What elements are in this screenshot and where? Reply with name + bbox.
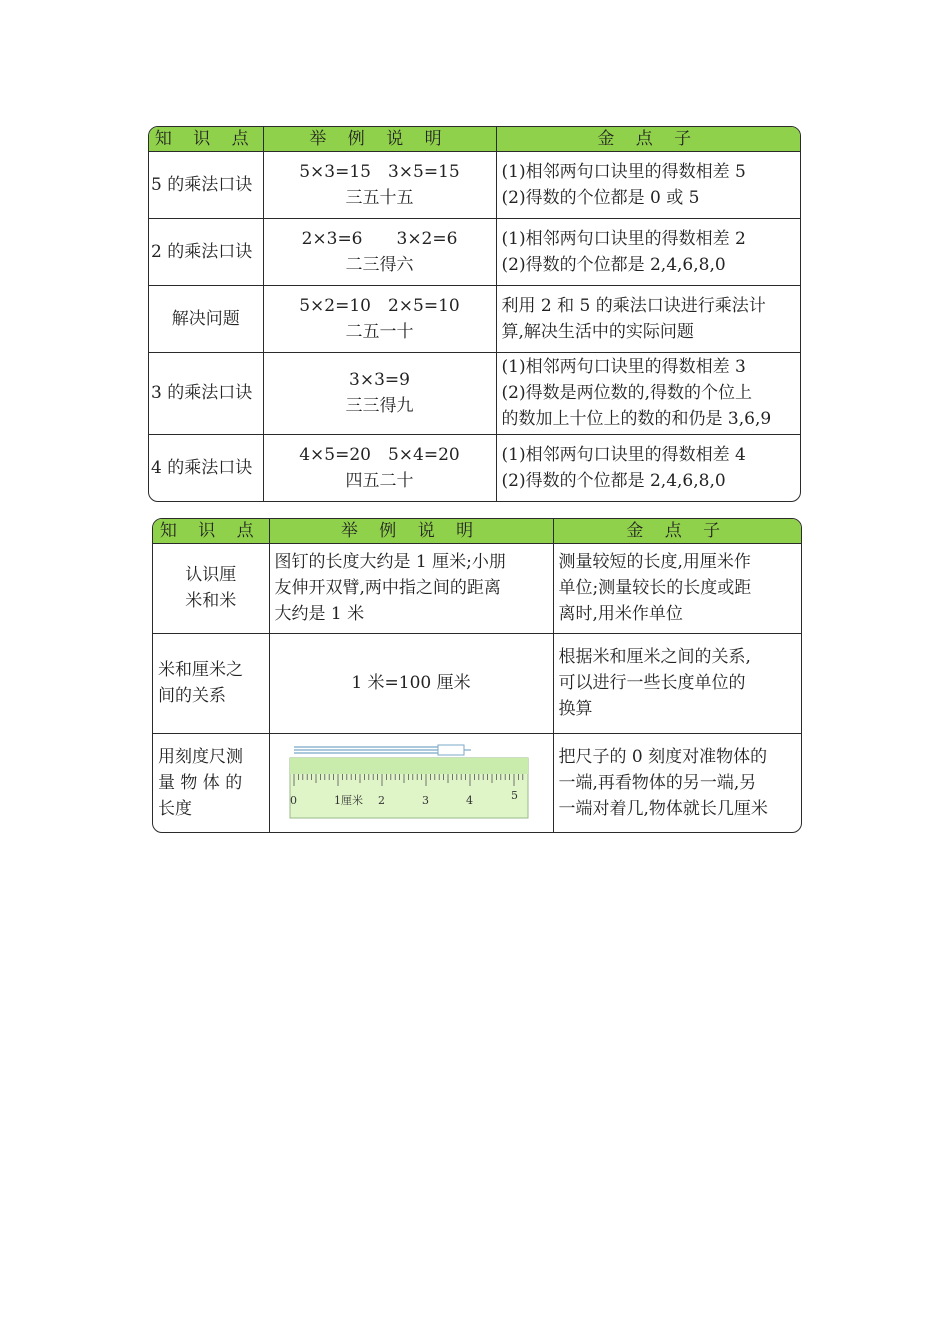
ruler-label: 3 [422, 793, 429, 807]
tip-line: (1)相邻两句口诀里的得数相差 4 [501, 444, 746, 465]
ruler-label: 0 [290, 793, 297, 807]
example-cell [263, 352, 496, 434]
topic-cell [153, 543, 269, 633]
ruler-label: 2 [378, 793, 385, 807]
example-line: 图钉的长度大约是 1 厘米;小朋 [274, 552, 506, 572]
example-line: 5×2=10 2×5=10 [299, 295, 460, 316]
topic-line: 认识厘 [185, 565, 237, 585]
table-row [149, 218, 800, 285]
topic-cell: 5 的乘法口诀 [149, 151, 263, 218]
example-line: 三三得九 [345, 396, 414, 416]
table-row [149, 352, 800, 434]
topic-line: 米和米 [185, 591, 237, 611]
tip-cell [496, 434, 800, 501]
tip-cell [496, 352, 800, 434]
example-cell [269, 543, 553, 633]
tip-cell [496, 218, 800, 285]
table-row [149, 285, 800, 352]
topic-line: 用刻度尺测 [158, 746, 243, 767]
tip-line: (1)相邻两句口诀里的得数相差 5 [501, 161, 746, 182]
topic-cell: 2 的乘法口诀 [149, 218, 263, 285]
tip-line: 把尺子的 0 刻度对准物体的 [558, 746, 768, 767]
topic-line: 长度 [158, 798, 192, 819]
pin-icon [294, 745, 471, 755]
tip-cell [553, 543, 801, 633]
example-line: 4×5=20 5×4=20 [299, 444, 460, 465]
example-line: 二三得六 [345, 254, 414, 275]
tip-line: 一端对着几,物体就长几厘米 [558, 798, 768, 819]
example-cell [263, 151, 496, 218]
tip-line: 的数加上十位上的数的和仍是 3,6,9 [501, 409, 772, 429]
table-row [153, 733, 801, 832]
example-line: 四五二十 [345, 470, 414, 491]
multiplication-knowledge-table [148, 126, 801, 502]
tip-line: 离时,用米作单位 [558, 604, 683, 624]
table-row [153, 543, 801, 633]
tip-line: 一端,再看物体的另一端,另 [558, 772, 757, 793]
table-row [149, 151, 800, 218]
header-tip: 金 点 子 [496, 127, 800, 151]
topic-line: 量 物 体 的 [158, 772, 243, 793]
example-line: 2×3=6 3×2=6 [301, 228, 458, 249]
table-header-row [153, 519, 801, 543]
tip-line: 利用 2 和 5 的乘法口诀进行乘法计 [501, 295, 766, 316]
example-line: 3×3=9 [349, 370, 410, 390]
topic-cell [153, 633, 269, 733]
tip-cell [496, 151, 800, 218]
tip-cell [553, 633, 801, 733]
example-cell [263, 218, 496, 285]
example-line: 大约是 1 米 [274, 604, 365, 624]
tip-line: (1)相邻两句口诀里的得数相差 2 [501, 228, 746, 249]
header-example: 举 例 说 明 [263, 127, 496, 151]
tip-line: (2)得数的个位都是 0 或 5 [501, 187, 700, 208]
topic-line: 米和厘米之 [158, 660, 243, 680]
example-line: 二五一十 [345, 321, 414, 342]
topic-cell: 解决问题 [149, 285, 263, 352]
ruler-top-strip [290, 758, 528, 774]
tip-line: 单位;测量较长的长度或距 [558, 578, 752, 598]
tip-line: 可以进行一些长度单位的 [558, 673, 746, 693]
example-line: 三五十五 [345, 187, 414, 208]
topic-cell: 3 的乘法口诀 [149, 352, 263, 434]
tip-cell [553, 733, 801, 832]
tip-line: 根据米和厘米之间的关系, [558, 647, 751, 667]
topic-cell [153, 733, 269, 832]
example-line: 1 米=100 厘米 [351, 673, 471, 693]
example-cell [263, 285, 496, 352]
header-knowledge-point: 知 识 点 [149, 127, 263, 151]
ruler-label: 5 [511, 788, 518, 802]
topic-line: 间的关系 [158, 686, 226, 706]
tip-line: (1)相邻两句口诀里的得数相差 3 [501, 357, 746, 377]
header-tip: 金 点 子 [553, 519, 801, 543]
tip-line: 测量较短的长度,用厘米作 [558, 552, 751, 572]
tip-line: (2)得数的个位都是 2,4,6,8,0 [501, 254, 726, 275]
tip-line: 算,解决生活中的实际问题 [501, 321, 694, 342]
example-line: 5×3=15 3×5=15 [299, 161, 460, 182]
example-cell [263, 434, 496, 501]
example-cell [269, 633, 553, 733]
tip-line: (2)得数是两位数的,得数的个位上 [501, 383, 752, 403]
ruler-label: 1厘米 [334, 793, 363, 807]
ruler-label: 4 [466, 793, 473, 807]
topic-cell: 4 的乘法口诀 [149, 434, 263, 501]
example-cell [269, 733, 553, 832]
tip-line: (2)得数的个位都是 2,4,6,8,0 [501, 470, 726, 491]
tip-cell [496, 285, 800, 352]
tip-line: 换算 [558, 699, 593, 719]
length-knowledge-table [152, 518, 802, 833]
header-example: 举 例 说 明 [269, 519, 553, 543]
header-knowledge-point: 知 识 点 [153, 519, 269, 543]
table-row [153, 633, 801, 733]
ruler-illustration [286, 744, 536, 822]
table-header-row [149, 127, 800, 151]
example-line: 友伸开双臂,两中指之间的距离 [274, 578, 501, 598]
table-row [149, 434, 800, 501]
